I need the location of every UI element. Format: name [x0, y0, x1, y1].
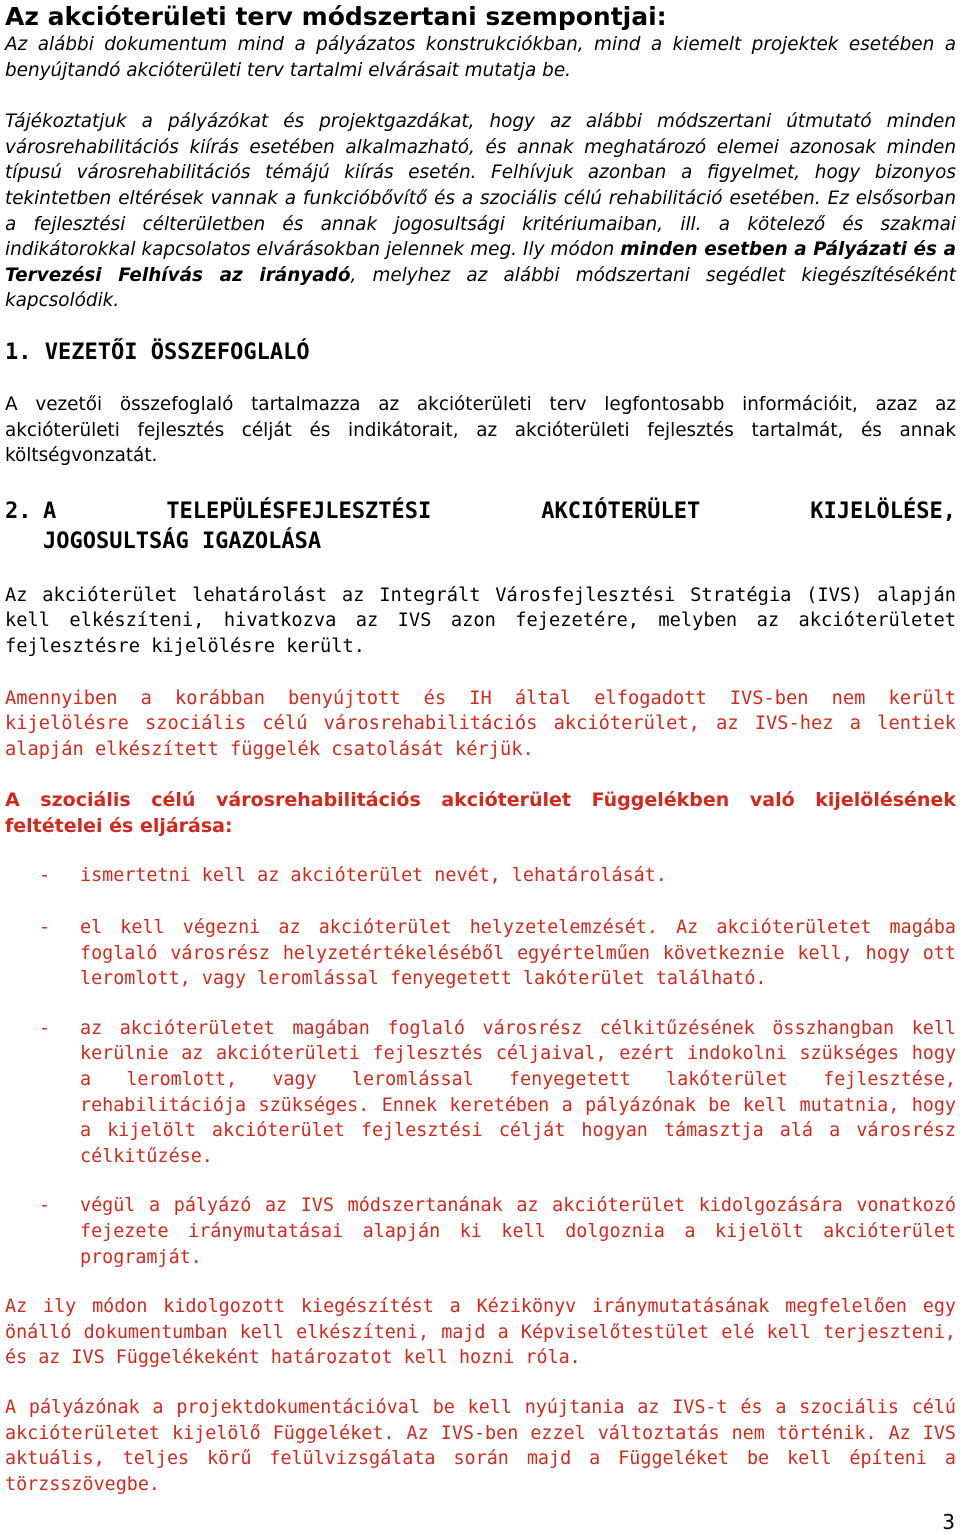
page-title: Az akcióterületi terv módszertani szempontjai: — [5, 2, 667, 31]
list-item-text: az akcióterületet magában foglaló városrész célkitűzésének összhangban kell kerülnie az akcióterületi fejlesztés céljaival, ezért indokolni szükséges hogy a leromlott, vagy leromlással fenyegetett lakóterület fejlesztése, rehabilitációja szükséges. Ennek keretében a pályázónak be kell mutatnia, hogy a kijelölt akcióterület fejlesztési célját hogyan támasztja alá a városrész célkitűzése. — [80, 1017, 956, 1167]
list-item-text: végül a pályázó az IVS módszertanának az akcióterület kidolgozására vonatkozó fejezete iránymutatásai alapján ki kell dolgoznia a kijelölt akcióterület programját. — [80, 1195, 956, 1268]
list-dash: - — [39, 1195, 51, 1217]
list-dash: - — [39, 865, 51, 887]
list-item — [5, 1016, 956, 1170]
section-2-heading-line2: JOGOSULTSÁG IGAZOLÁSA — [43, 528, 322, 554]
document-page — [5, 0, 956, 1497]
section-1-text: A vezetői összefoglaló tartalmazza az akcióterületi terv legfontosabb információit, azaz az akcióterületi fejlesztés célját és indikátorait, az akcióterületi fejlesztés tartalmát, és annak költségvonzatát. — [5, 393, 956, 467]
info-text-part2: , melyhez az alábbi módszertani segédlet kiegészítéséként kapcsolódik. — [5, 264, 956, 312]
info-text-part1: Tájékoztatjuk a pályázókat és projektgazdákat, hogy az alábbi módszertani útmutató minden városrehabilitációs kiírás esetében alkalmazható, és annak meghatározó elemei azonosak minden típusú városrehabilitációs témájú kiírás esetén. Felhívjuk azonban a figyelmet, hogy bizonyos tekintetben eltérések vannak a funkcióbővítő és a szociális célú rehabilitáció esetében. Ez elsősorban a fejlesztési célterületben és annak jogosultsági kritériumaiban, ill. a kötelező és szakmai indikátorokkal kapcsolatos elvárásokban jelennek meg. Ily módon — [5, 111, 956, 261]
info-text-bold: minden esetben a Pályázati és a Tervezési Felhívás az irányadó — [5, 239, 956, 286]
page-number: 3 — [942, 1510, 955, 1534]
list-dash: - — [39, 917, 51, 939]
info-paragraph — [5, 109, 956, 314]
list-item — [5, 863, 956, 889]
conditions-list — [5, 863, 956, 1270]
section-1-heading: 1. VEZETŐI ÖSSZEFOGLALÓ — [5, 339, 310, 365]
red-paragraph-3: A pályázónak a projektdokumentációval be kell nyújtania az IVS-t és a szociális célú akcióterületet kijelölő Függeléket. Az IVS-ben ezzel változtatás nem történik. Az IVS aktuális, teljes körű felülvizsgálata során majd a Függeléket be kell építeni a törzsszövegbe. — [5, 1396, 956, 1495]
section-2-text: Az akcióterület lehatárolást az Integrált Városfejlesztési Stratégia (IVS) alapján kell elkészíteni, hivatkozva az IVS azon fejezetére, melyben az akcióterületet fejlesztésre kijelölésre került. — [5, 584, 956, 657]
section-2-number: 2. — [5, 498, 32, 524]
section-2-heading-word: KIJELÖLÉSE, — [810, 498, 956, 524]
section-2-heading — [5, 497, 956, 557]
red-conditions-heading: A szociális célú városrehabilitációs akcióterület Függelékben való kijelölésének feltételei és eljárása: — [5, 789, 956, 837]
section-2-heading-word: A — [43, 498, 57, 524]
intro-paragraph: Az alábbi dokumentum mind a pályázatos konstrukciókban, mind a kiemelt projektek esetében a benyújtandó akcióterületi terv tartalmi elvárásait mutatja be. — [5, 34, 956, 81]
list-item-text: el kell végezni az akcióterület helyzetelemzését. Az akcióterületet magába foglaló városrész helyzetértékeléséből egyértelműen következnie kell, hogy ott leromlott, vagy leromlással fenyegetett lakóterület található. — [80, 917, 956, 990]
section-2-heading-word: AKCIÓTERÜLET — [541, 498, 701, 524]
red-paragraph-2: Az ily módon kidolgozott kiegészítést a Kézikönyv iránymutatásának megfelelően egy önálló dokumentumban kell elkészíteni, majd a Képviselőtestület elé kell terjeszteni, és az IVS Függelékeként határozatot kell hozni róla. — [5, 1296, 956, 1369]
list-dash: - — [39, 1017, 51, 1039]
list-item — [5, 915, 956, 992]
list-item — [5, 1193, 956, 1270]
red-notice-paragraph: Amennyiben a korábban benyújtott és IH által elfogadott IVS-ben nem került kijelölésre szociális célú városrehabilitációs akcióterület, az IVS-hez a lentiek alapján elkészített függelék csatolását kérjük. — [5, 687, 956, 760]
section-2-heading-word: TELEPÜLÉSFEJLESZTÉSI — [166, 498, 432, 524]
list-item-text: ismertetni kell az akcióterület nevét, lehatárolását. — [80, 865, 667, 887]
